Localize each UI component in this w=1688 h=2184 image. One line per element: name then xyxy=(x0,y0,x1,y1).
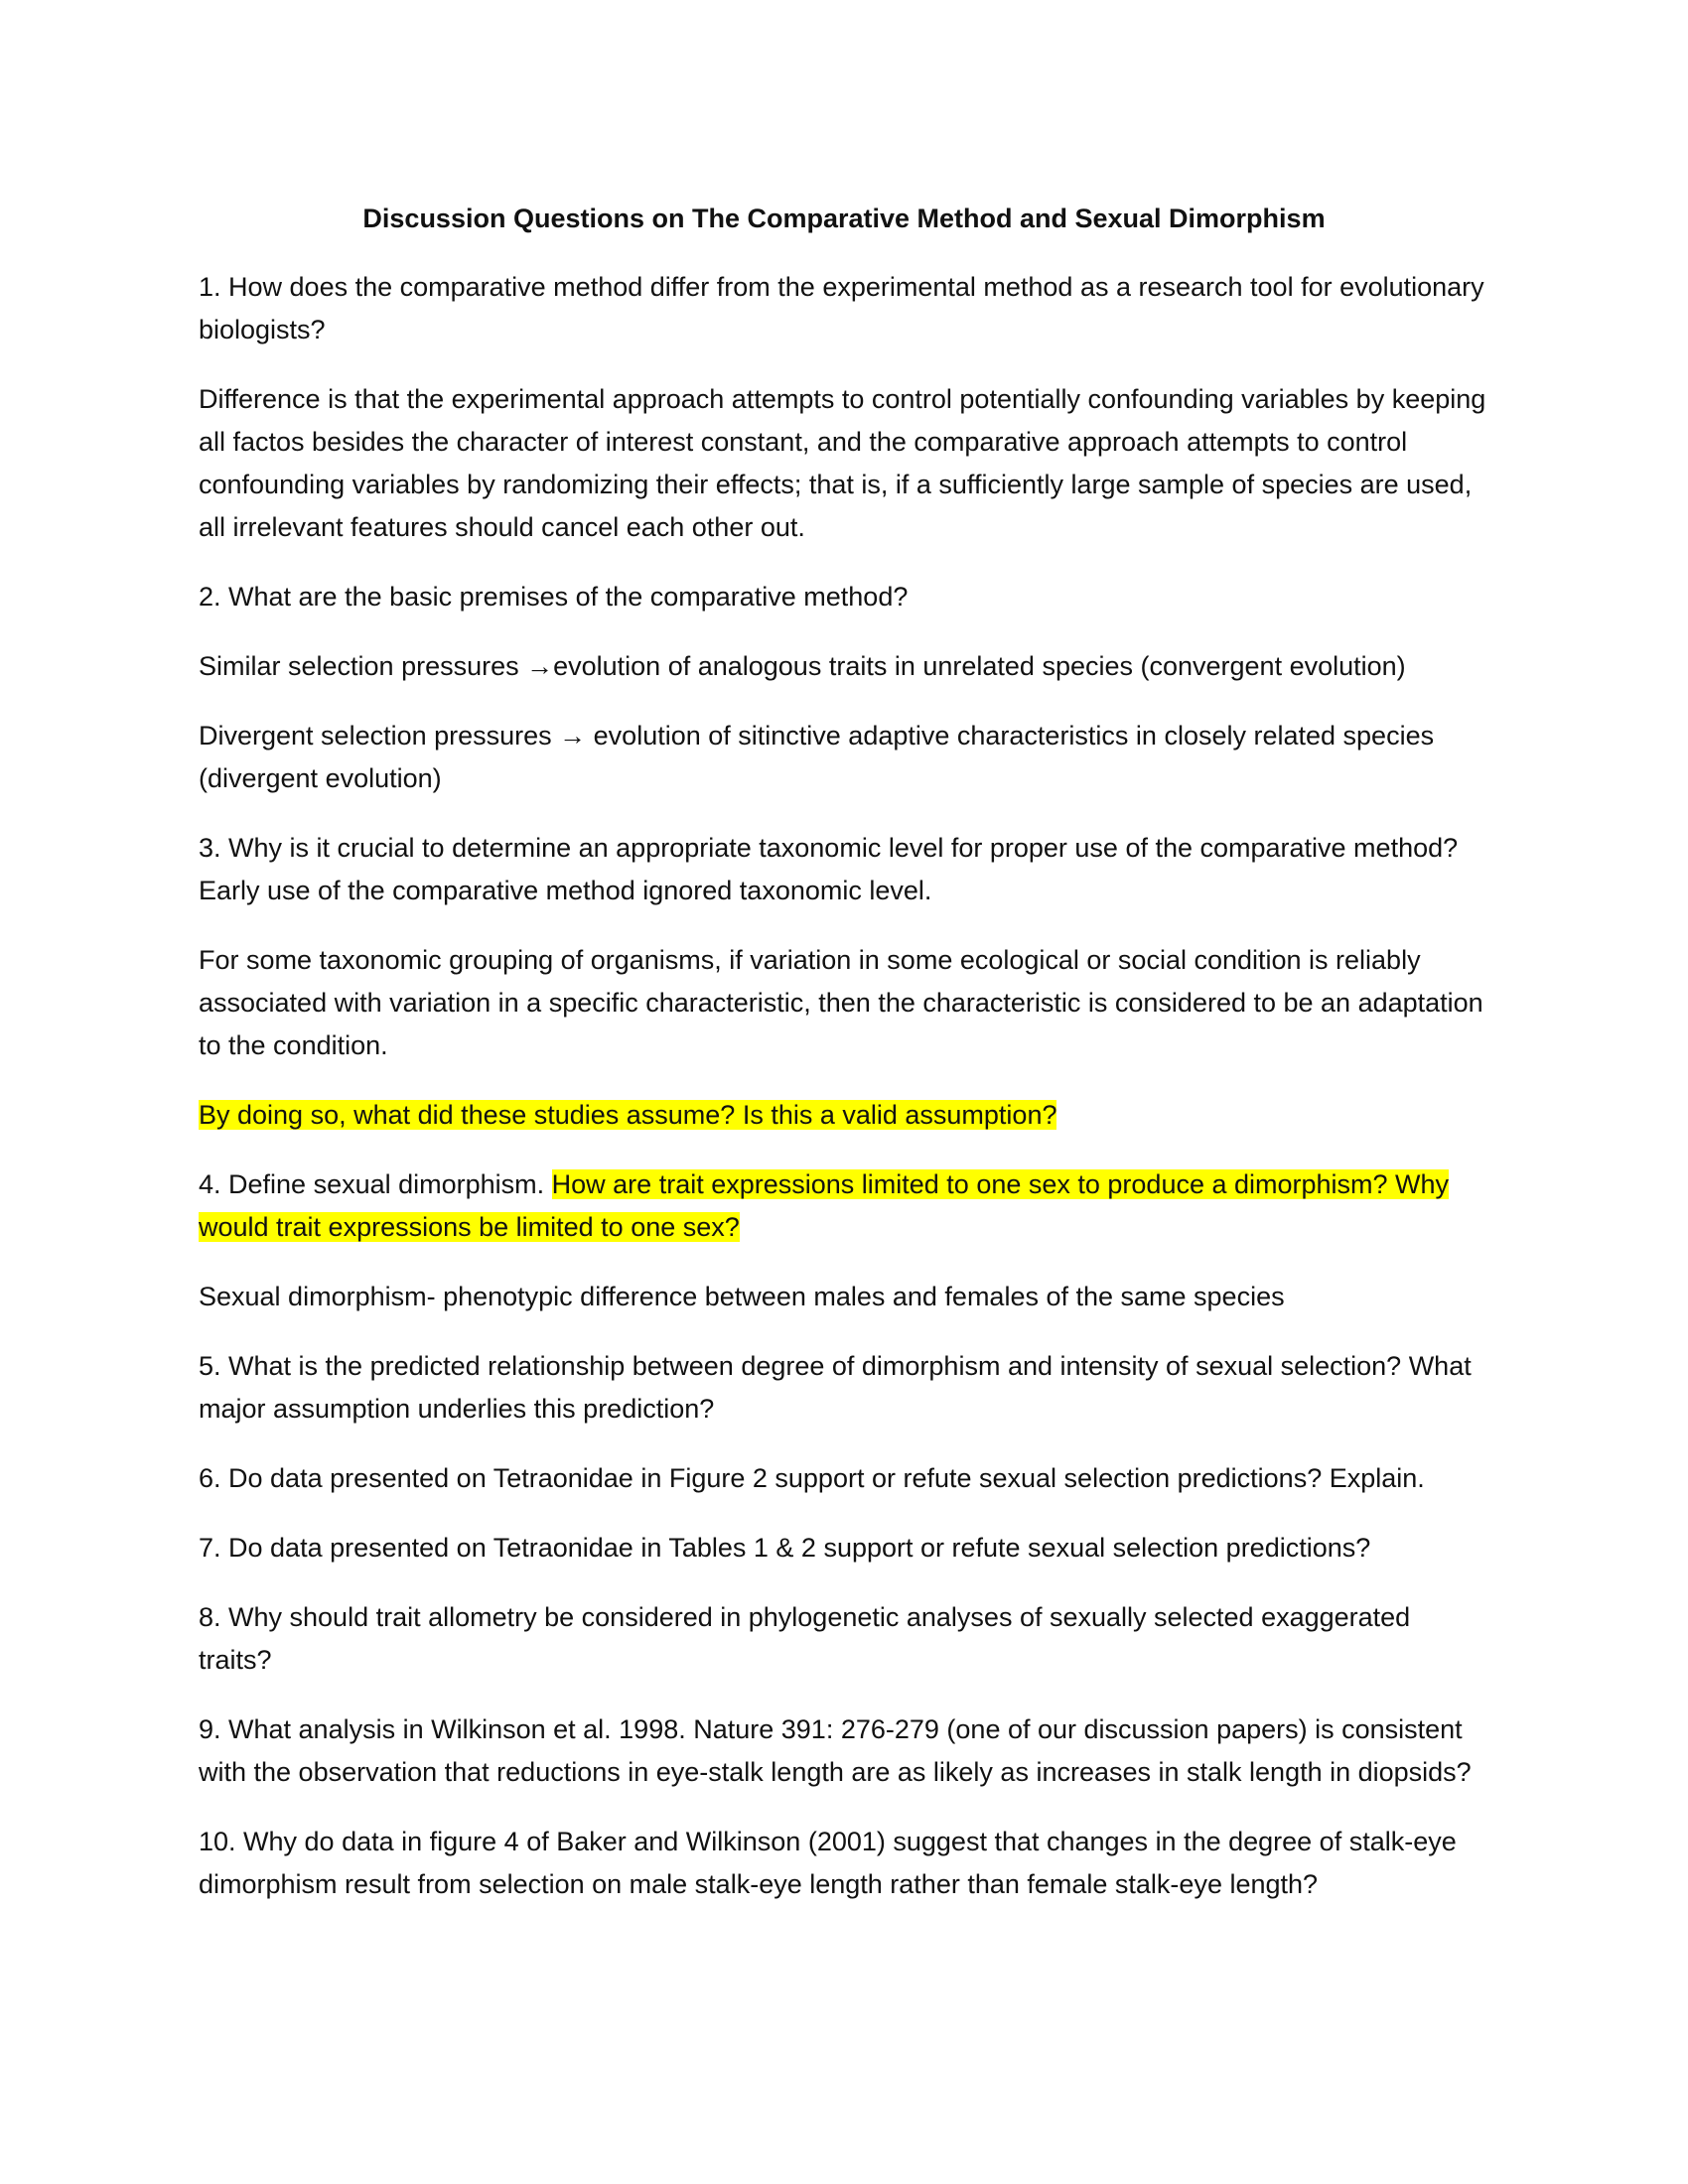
answer-1: Difference is that the experimental approach attempts to control potentially confounding variables by keeping all factos besides the character of interest constant, and the comparative approach attempts to control confounding variables by randomizing their effects; that is, if a sufficiently large sample of species are used, all irrelevant features should cancel each other out. xyxy=(199,384,1486,542)
question-1: 1. How does the comparative method differ from the experimental method as a research tool for evolutionary biologists? xyxy=(199,272,1484,344)
answer-4: Sexual dimorphism- phenotypic difference between males and females of the same species xyxy=(199,1282,1285,1311)
question-3: 3. Why is it crucial to determine an appropriate taxonomic level for proper use of the comparative method? Early use of the comparative method ignored taxonomic level. xyxy=(199,833,1459,905)
document-title: Discussion Questions on The Comparative Method and Sexual Dimorphism xyxy=(362,204,1326,233)
highlighted-text: How are trait expressions limited to one sex to produce a dimorphism? Why would trait expressions be limited to one sex? xyxy=(199,1169,1450,1242)
question-9: 9. What analysis in Wilkinson et al. 1998. Nature 391: 276-279 (one of our discussion papers) is consistent with the observation that reductions in eye-stalk length are as likely as increases in stalk length in diopsids? xyxy=(199,1714,1472,1787)
question-8: 8. Why should trait allometry be considered in phylogenetic analyses of sexually selected exaggerated traits? xyxy=(199,1602,1411,1675)
question-10: 10. Why do data in figure 4 of Baker and Wilkinson (2001) suggest that changes in the degree of stalk-eye dimorphism result from selection on male stalk-eye length rather than female stalk-eye length? xyxy=(199,1827,1457,1899)
question-6: 6. Do data presented on Tetraonidae in Figure 2 support or refute sexual selection predictions? Explain. xyxy=(199,1463,1425,1493)
question-4-text: 4. Define sexual dimorphism. xyxy=(199,1169,552,1199)
highlighted-text: By doing so, what did these studies assume? Is this a valid assumption? xyxy=(199,1100,1057,1130)
document-body xyxy=(199,266,1489,1933)
question-4 xyxy=(199,1163,1489,1249)
answer-3: For some taxonomic grouping of organisms, if variation in some ecological or social condition is reliably associated with variation in a specific characteristic, then the characteristic is considered to be an adaptation to the condition. xyxy=(199,945,1483,1060)
question-3-followup xyxy=(199,1094,1489,1137)
question-7: 7. Do data presented on Tetraonidae in Tables 1 & 2 support or refute sexual selection predictions? xyxy=(199,1533,1371,1563)
question-2: 2. What are the basic premises of the comparative method? xyxy=(199,582,909,612)
question-5: 5. What is the predicted relationship between degree of dimorphism and intensity of sexual selection? What major assumption underlies this prediction? xyxy=(199,1351,1472,1424)
answer-2-divergent: Divergent selection pressures → evolution of sitinctive adaptive characteristics in closely related species (divergent evolution) xyxy=(199,721,1435,793)
answer-2-similar: Similar selection pressures →evolution of analogous traits in unrelated species (convergent evolution) xyxy=(199,651,1406,681)
